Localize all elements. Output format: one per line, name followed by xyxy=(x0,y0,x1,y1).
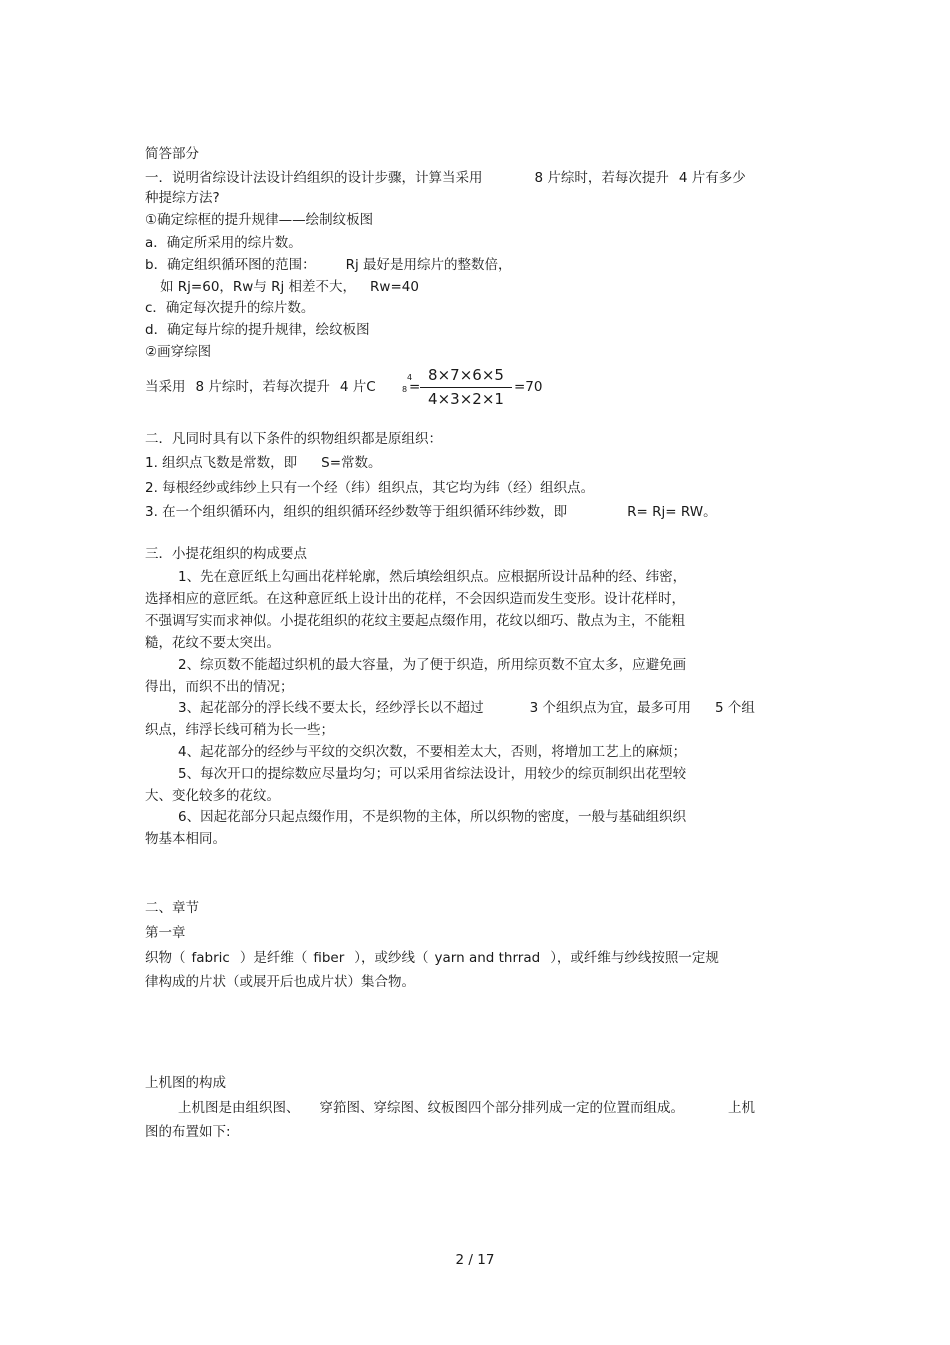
q3-p1-l1: 1、先在意匠纸上勾画出花样轮廓，然后填绘组织点。应根据所设计品种的经、纬密， xyxy=(178,569,687,585)
combination-subscript: 8 xyxy=(402,385,408,394)
q1-item-b2 xyxy=(160,278,419,296)
q3-p5-l2: 大、变化较多的花纹。 xyxy=(145,788,280,804)
def-b: fabric xyxy=(191,950,230,966)
page-number: 2 / 17 xyxy=(455,1252,495,1268)
q2-item3-a: 3. 在一个组织循环内，组织的组织循环经纱数等于组织循环纬纱数，即 xyxy=(145,504,568,520)
q1-item-b-a: b．确定组织循环图的范围： xyxy=(145,257,316,273)
q1-calc-a: 当采用 xyxy=(145,379,186,395)
q1-item-a: a．确定所采用的综片数。 xyxy=(145,235,302,251)
loom-l1 xyxy=(178,1099,755,1117)
q3-p3-l1-b: 3 个组织点为宜，最多可用 xyxy=(529,700,691,716)
q3-p3-l2: 织点，纬浮长线可稍为长一些； xyxy=(145,722,334,738)
fraction-bar xyxy=(420,387,512,388)
q2-item1 xyxy=(145,454,382,472)
q1-item-b xyxy=(145,256,512,274)
section-title: 简答部分 xyxy=(145,146,199,162)
fabric-definition-l1 xyxy=(145,949,719,967)
q3-p2-l1: 2、综页数不能超过织机的最大容量，为了便于织造，所用综页数不宜太多，应避免画 xyxy=(178,657,687,673)
chapter-1: 第一章 xyxy=(145,925,186,941)
q3-p1-l4: 糙，花纹不要太突出。 xyxy=(145,635,280,651)
q1-step1: ①确定综框的提升规律——绘制纹板图 xyxy=(145,212,374,228)
q1-item-d: d．确定每片综的提升规律，绘纹板图 xyxy=(145,322,370,338)
q2-item3 xyxy=(145,503,717,521)
q1-line1-a: 一．说明省综设计法设计绉组织的设计步骤，计算当采用 xyxy=(145,170,483,186)
chapter-title: 二、章节 xyxy=(145,900,199,916)
q1-item-b2-b: Rw=40 xyxy=(370,279,419,295)
q1-line2: 种提综方法? xyxy=(145,190,220,206)
q1-item-b-b: Rj 最好是用综片的整数倍， xyxy=(345,257,512,273)
loom-l1-c: 上机 xyxy=(728,1100,755,1116)
q3-p3-l1-a: 3、起花部分的浮长线不要太长，经纱浮长以不超过 xyxy=(178,700,484,716)
loom-l1-b: 穿筘图、穿综图、纹板图四个部分排列成一定的位置而组成。 xyxy=(319,1100,684,1116)
q1-item-c: c．确定每次提升的综片数。 xyxy=(145,300,315,316)
q2-title: 二．凡同时具有以下条件的织物组织都是原组织： xyxy=(145,431,442,447)
q3-p2-l2: 得出，而织不出的情况； xyxy=(145,679,294,695)
q3-p3-l1-c: 5 个组 xyxy=(714,700,755,716)
loom-title: 上机图的构成 xyxy=(145,1075,226,1091)
loom-l1-a: 上机图是由组织图、 xyxy=(178,1100,300,1116)
def-d: fiber xyxy=(313,950,345,966)
q3-p3-l1 xyxy=(178,699,755,717)
q3-title: 三．小提花组织的构成要点 xyxy=(145,546,307,562)
def-a: 织物（ xyxy=(145,950,186,966)
q1-line1-c: 4 片有多少 xyxy=(678,170,746,186)
q3-p6-l2: 物基本相同。 xyxy=(145,831,226,847)
q2-item2: 2. 每根经纱或纬纱上只有一个经（纬）组织点，其它均为纬（经）组织点。 xyxy=(145,480,595,496)
q2-item1-b: S=常数。 xyxy=(321,455,382,471)
q3-p1-l2: 选择相应的意匠纸。在这种意匠纸上设计出的花样，不会因织造而发生变形。设计花样时， xyxy=(145,591,685,607)
q3-p6-l1: 6、因起花部分只起点缀作用，不是织物的主体，所以织物的密度，一般与基础组织织 xyxy=(178,809,687,825)
calc-result: =70 xyxy=(514,379,543,395)
def-c: ）是纤维（ xyxy=(239,950,308,966)
q1-calc-b: 8 片综时，若每次提升 xyxy=(195,379,330,395)
q1-item-b2-a: 如 Rj=60，Rw与 Rj 相差不大， xyxy=(160,279,357,295)
fabric-definition-l2: 律构成的片状（或展开后也成片状）集合物。 xyxy=(145,974,415,990)
q1-calc xyxy=(145,378,376,396)
def-e: ），或纱线（ xyxy=(354,950,429,966)
def-f: yarn and thrrad xyxy=(434,950,541,966)
q3-p1-l3: 不强调写实而求神似。小提花组织的花纹主要起点缀作用，花纹以细巧、散点为主，不能粗 xyxy=(145,613,685,629)
fraction-numerator: 8×7×6×5 xyxy=(428,366,504,384)
equals-sign: = xyxy=(409,379,421,395)
fraction-denominator: 4×3×2×1 xyxy=(428,390,504,408)
q2-item1-a: 1. 组织点飞数是常数，即 xyxy=(145,455,298,471)
q1-step2: ②画穿综图 xyxy=(145,344,212,360)
q1-calc-c: 4 片C xyxy=(339,379,376,395)
q3-p5-l1: 5、每次开口的提综数应尽量均匀；可以采用省综法设计，用较少的综页制织出花型较 xyxy=(178,766,687,782)
q1-line1 xyxy=(145,169,746,187)
q3-p4: 4、起花部分的经纱与平纹的交织次数，不要相差太大，否则，将增加工艺上的麻烦； xyxy=(178,744,687,760)
loom-l2: 图的布置如下: xyxy=(145,1124,231,1140)
combination-superscript: 4 xyxy=(407,373,413,382)
q1-line1-b: 8 片综时，若每次提升 xyxy=(534,170,669,186)
q2-item3-b: R= Rj= RW。 xyxy=(627,504,717,520)
def-g: ），或纤维与纱线按照一定规 xyxy=(550,950,719,966)
